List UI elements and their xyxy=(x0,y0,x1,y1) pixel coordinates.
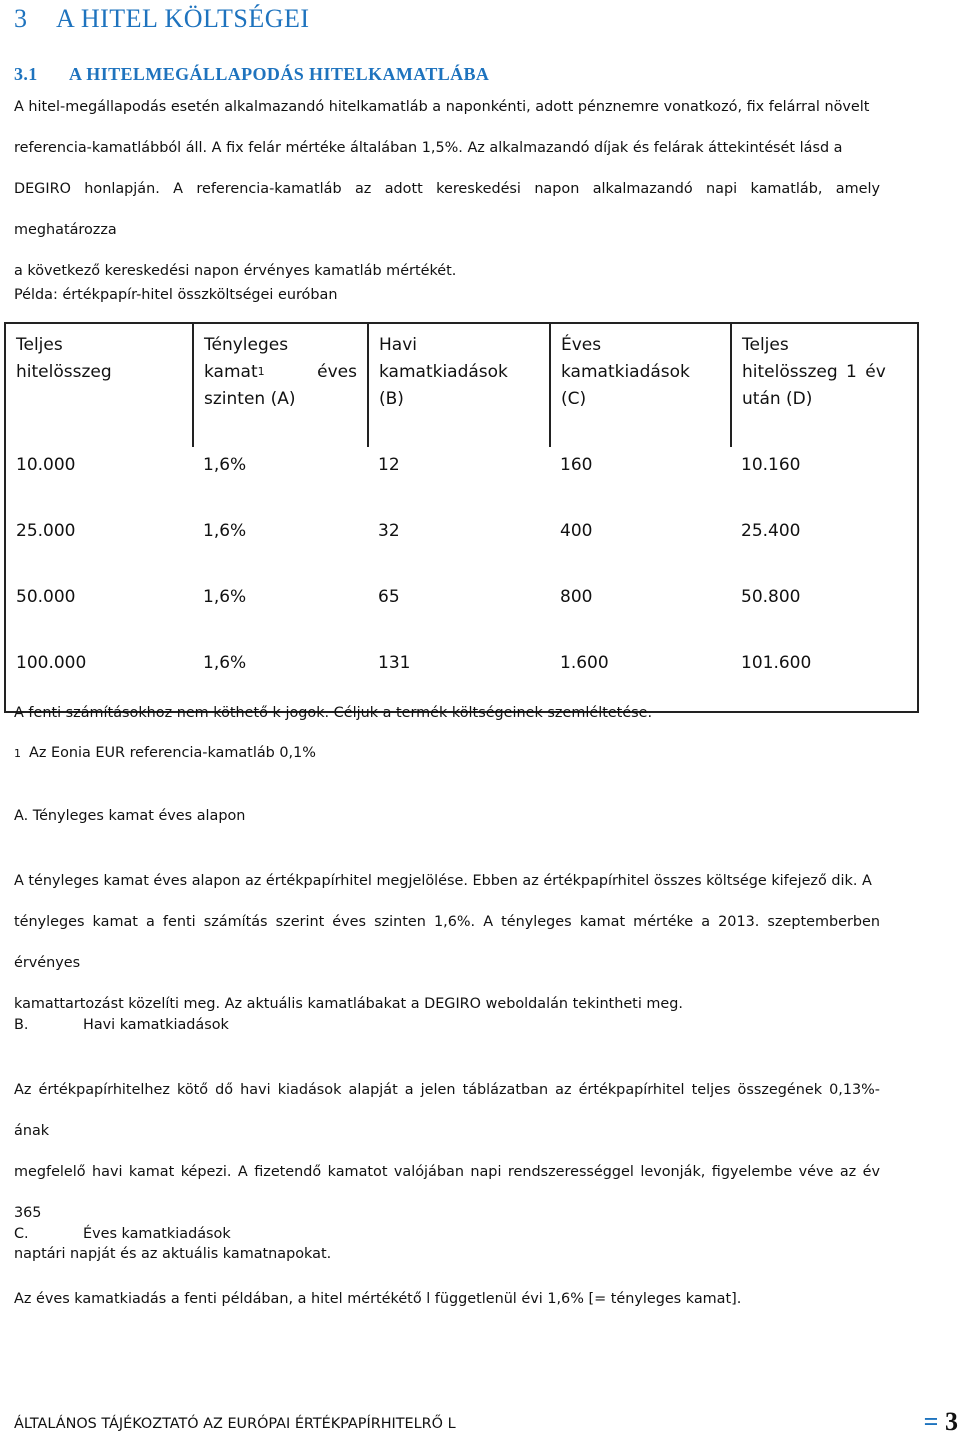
table-cell: 100.000 xyxy=(16,653,87,673)
header-total-after-year xyxy=(731,323,918,447)
section-b-heading xyxy=(14,1017,229,1033)
table-row xyxy=(5,513,918,579)
page-number xyxy=(924,1407,958,1437)
table-header-row xyxy=(5,323,918,447)
intro-paragraph xyxy=(14,87,880,292)
header-word: kamat xyxy=(204,362,258,382)
table-cell: 800 xyxy=(560,587,593,607)
intro-line: A hitel-megállapodás esetén alkalmazandó hitelkamatláb a naponkénti, adott pénznemre vonatkozó, fix felárral növelt xyxy=(14,99,870,115)
section-c-label: C. xyxy=(14,1226,29,1242)
header-annual-interest xyxy=(550,323,731,447)
table-cell: 1,6% xyxy=(203,455,247,475)
intro-line: referencia-kamatlábból áll. A fix felár mértéke általában 1,5%. Az alkalmazandó díjak és felárak áttekintését lásd a xyxy=(14,140,843,156)
cost-table xyxy=(4,322,919,713)
table-cell: 25.400 xyxy=(741,521,801,541)
table-cell: 1.600 xyxy=(560,653,609,673)
section-number: 3 xyxy=(14,4,28,33)
header-text: hitelösszeg xyxy=(16,362,112,382)
page-number-value: 3 xyxy=(945,1407,958,1436)
table-row xyxy=(5,447,918,513)
section-c-body: Az éves kamatkiadás a fenti példában, a hitel mértékétő l függetlenül évi 1,6% [= tényleges kamat]. xyxy=(14,1291,742,1307)
section-heading xyxy=(14,4,310,34)
disclaimer: A fenti számításokhoz nem köthető k jogok. Céljuk a termék költségeinek szemléltetése. xyxy=(14,705,653,721)
footnote-mark: 1 xyxy=(257,365,265,378)
page-number-prefix: = xyxy=(923,1407,939,1436)
section-b-title: Havi kamatkiadások xyxy=(83,1017,229,1033)
header-monthly-interest xyxy=(368,323,550,447)
table-cell: 10.000 xyxy=(16,455,76,475)
table-cell: 50.000 xyxy=(16,587,76,607)
subsection-number: 3.1 xyxy=(14,64,38,84)
section-c-title: Éves kamatkiadások xyxy=(83,1226,231,1242)
header-text: Havi xyxy=(379,335,417,355)
table-cell: 1,6% xyxy=(203,521,247,541)
table-cell: 25.000 xyxy=(16,521,76,541)
header-effective-rate xyxy=(193,323,368,447)
section-c-heading xyxy=(14,1226,231,1242)
subsection-title: A HITELMEGÁLLAPODÁS HITELKAMATLÁBA xyxy=(69,64,490,84)
header-text: Tényleges xyxy=(204,335,289,355)
header-text: után (D) xyxy=(742,389,813,409)
header-text: Teljes xyxy=(16,335,63,355)
body-line: A tényleges kamat éves alapon az értékpapírhitel megjelölése. Ebben az értékpapírhitel összes költsége kifejező dik. A xyxy=(14,873,872,889)
body-line: tényleges kamat a fenti számítás szerint éves szinten 1,6%. A tényleges kamat mértéke a 2013. szeptemberben érvényes xyxy=(14,914,880,971)
intro-line: a következő kereskedési napon érvényes kamatláb mértékét. xyxy=(14,263,457,279)
header-text: (C) xyxy=(561,389,587,409)
header-total-amount xyxy=(5,323,193,447)
table-cell: 1,6% xyxy=(203,587,247,607)
body-line: Az értékpapírhitelhez kötő dő havi kiadások alapját a jelen táblázatban az értékpapírhitel teljes összegének 0,13%-ának xyxy=(14,1082,880,1139)
header-text: (B) xyxy=(379,389,404,409)
section-a-body xyxy=(14,861,880,1025)
table-cell: 101.600 xyxy=(741,653,812,673)
body-line: kamattartozást közelíti meg. Az aktuális kamatlábakat a DEGIRO weboldalán tekintheti meg. xyxy=(14,996,683,1012)
header-text: kamatkiadások xyxy=(379,362,508,382)
example-caption: Példa: értékpapír-hitel összköltségei euróban xyxy=(14,287,338,303)
table-cell: 12 xyxy=(378,455,400,475)
table-cell: 65 xyxy=(378,587,400,607)
body-line: naptári napját és az aktuális kamatnapokat. xyxy=(14,1246,332,1262)
header-text xyxy=(204,359,265,386)
table-cell: 32 xyxy=(378,521,400,541)
header-text: szinten (A) xyxy=(204,389,296,409)
header-text: hitelösszeg 1 év xyxy=(742,362,886,382)
page-footer: ÁLTALÁNOS TÁJÉKOZTATÓ AZ EURÓPAI ÉRTÉKPAPÍRHITELRŐ L xyxy=(14,1416,456,1432)
table-cell: 1,6% xyxy=(203,653,247,673)
header-text-line xyxy=(204,359,357,386)
section-b-body xyxy=(14,1070,880,1275)
table-row xyxy=(5,645,918,712)
table-cell: 10.160 xyxy=(741,455,801,475)
subsection-heading xyxy=(14,64,489,85)
footnote xyxy=(14,745,316,761)
section-title: A HITEL KÖLTSÉGEI xyxy=(56,4,310,33)
footnote-number: 1 xyxy=(14,747,21,760)
header-text: Teljes xyxy=(742,335,789,355)
table-cell: 160 xyxy=(560,455,593,475)
header-text: Éves xyxy=(561,335,602,355)
table-cell: 50.800 xyxy=(741,587,801,607)
footnote-text: Az Eonia EUR referencia-kamatláb 0,1% xyxy=(29,745,316,761)
table-cell: 131 xyxy=(378,653,411,673)
header-word: éves xyxy=(317,362,357,382)
body-line: megfelelő havi kamat képezi. A fizetendő kamatot valójában napi rendszerességgel levonják, figyelembe véve az év 365 xyxy=(14,1164,880,1221)
intro-line: DEGIRO honlapján. A referencia-kamatláb az adott kereskedési napon alkalmazandó napi kamatláb, amely meghatározza xyxy=(14,181,880,238)
table-row xyxy=(5,579,918,645)
header-text: kamatkiadások xyxy=(561,362,690,382)
section-b-label: B. xyxy=(14,1017,29,1033)
table-cell: 400 xyxy=(560,521,593,541)
section-a-title: A. Tényleges kamat éves alapon xyxy=(14,808,246,824)
